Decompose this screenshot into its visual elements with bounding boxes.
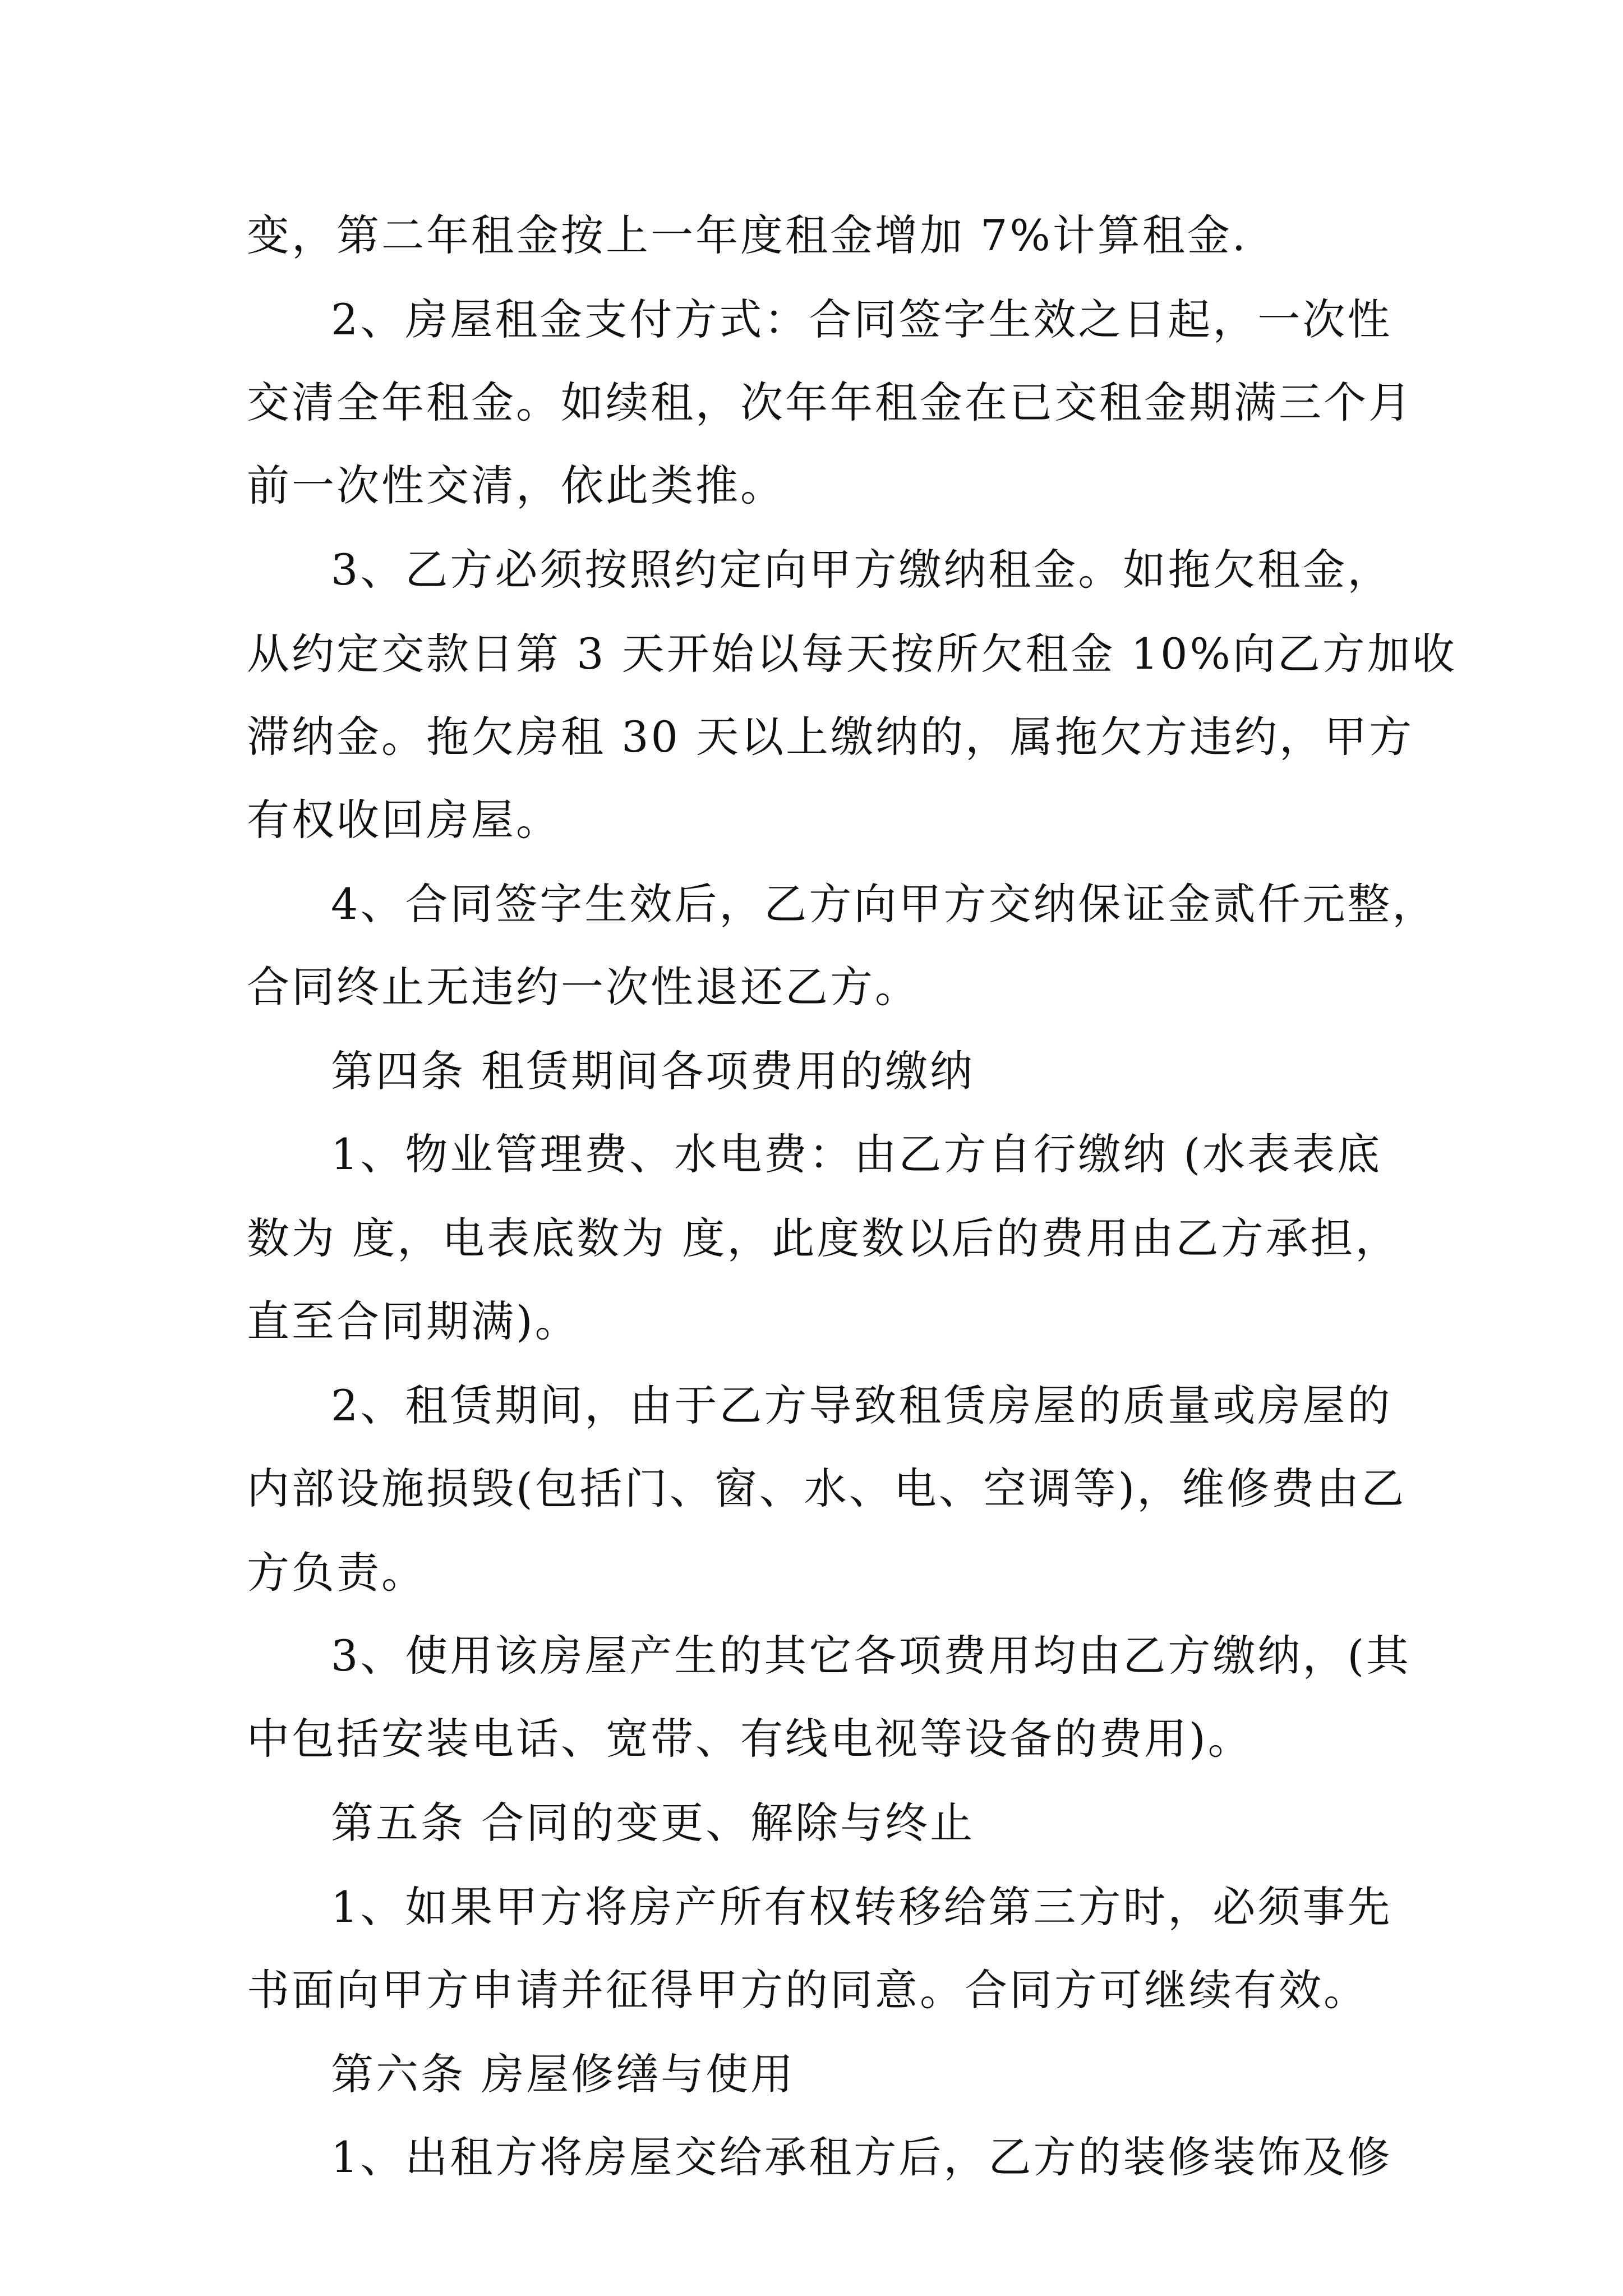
text-line: 内部设施损毁(包括门、窗、水、电、空调等)，维修费由乙: [247, 1464, 1407, 1513]
section-heading: 第四条 租赁期间各项费用的缴纳: [331, 1046, 975, 1096]
text-line: 4、合同签字生效后，乙方向甲方交纳保证金贰仟元整，: [331, 879, 1437, 929]
text-line: 1、如果甲方将房产所有权转移给第三方时，必须事先: [331, 1882, 1393, 1932]
text-line: 2、租赁期间，由于乙方导致租赁房屋的质量或房屋的: [331, 1381, 1393, 1430]
text-line: 变，第二年租金按上一年度租金增加 7%计算租金.: [247, 210, 1248, 260]
text-line: 1、物业管理费、水电费：由乙方自行缴纳 (水表表底: [331, 1129, 1382, 1179]
text-line: 方负责。: [247, 1548, 426, 1598]
text-line: 3、使用该房屋产生的其它各项费用均由乙方缴纳，(其: [331, 1631, 1412, 1681]
text-line: 前一次性交清，依此类推。: [247, 461, 785, 510]
text-line: 中包括安装电话、宽带、有线电视等设备的费用)。: [247, 1714, 1253, 1764]
text-line: 滞纳金。拖欠房租 30 天以上缴纳的，属拖欠方违约，甲方: [247, 712, 1414, 762]
text-line: 合同终止无违约一次性退还乙方。: [247, 962, 920, 1012]
text-line: 书面向甲方申请并征得甲方的同意。合同方可继续有效。: [247, 1965, 1368, 2015]
text-line: 1、出租方将房屋交给承租方后，乙方的装修装饰及修: [331, 2132, 1393, 2182]
section-heading: 第五条 合同的变更、解除与终止: [331, 1798, 975, 1848]
text-line: 有权收回房屋。: [247, 795, 561, 845]
text-line: 直至合同期满)。: [247, 1296, 580, 1346]
text-line: 数为 度，电表底数为 度，此度数以后的费用由乙方承担，: [247, 1213, 1400, 1263]
text-line: 交清全年租金。如续租，次年年租金在已交租金期满三个月: [247, 378, 1413, 427]
text-line: 3、乙方必须按照约定向甲方缴纳租金。如拖欠租金，: [331, 545, 1393, 595]
section-heading: 第六条 房屋修缮与使用: [331, 2049, 796, 2099]
text-line: 从约定交款日第 3 天开始以每天按所欠租金 10%向乙方加收: [247, 629, 1457, 679]
text-line: 2、房屋租金支付方式：合同签字生效之日起，一次性: [331, 295, 1393, 344]
